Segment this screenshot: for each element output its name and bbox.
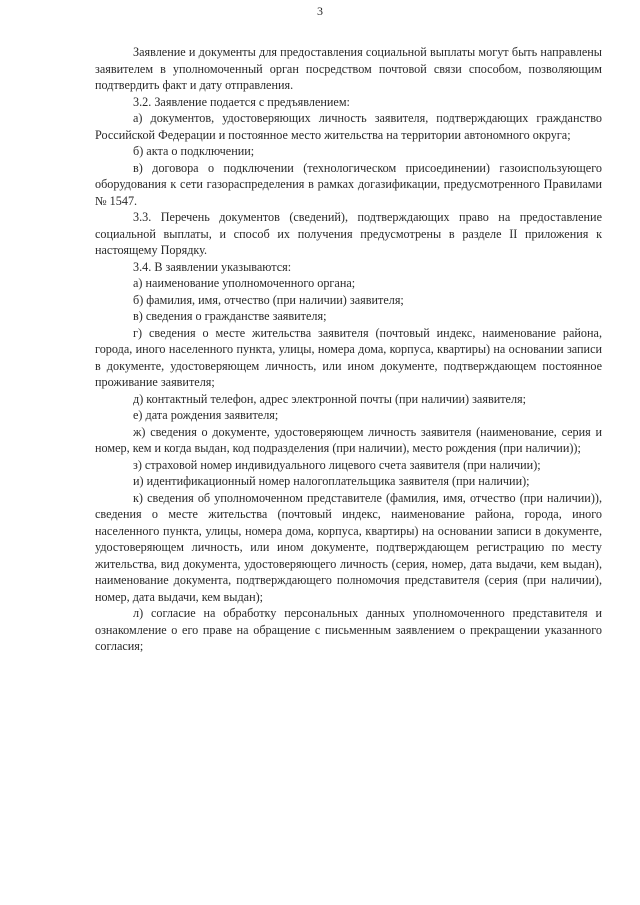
intro-paragraph: Заявление и документы для предоставления социальной выплаты могут быть направлены заявителем в уполномоченный орган посредством почтовой связи способом, позволяющим подтвердить факт и дату отправления. xyxy=(95,45,602,92)
list-item-3-4-g: г) сведения о месте жительства заявителя (почтовый индекс, наименование района, города, иного населенного пункта, улицы, номера дома, корпуса, квартиры) на основании записи в документе, удостоверяющем личность, или ином документе, подтверждающем постоянное проживание заявителя; xyxy=(95,325,602,389)
clause-3-2: 3.2. Заявление подается с предъявлением: xyxy=(133,94,350,109)
list-item-3-4-a: а) наименование уполномоченного органа; xyxy=(133,276,356,290)
list-item-3-2-v: в) договора о подключении (технологическом присоединении) газоиспользующего оборудования к сети газораспределения в рамках догазификации, предусмотренного Правилами № 1547. xyxy=(95,160,602,208)
list-item-3-4-v: в) сведения о гражданстве заявителя; xyxy=(133,309,327,323)
list-item-3-4-zh: ж) сведения о документе, удостоверяющем личность заявителя (наименование, серия и номер, кем и когда выдан, код подразделения (при наличии), место рождения (при наличии)); xyxy=(95,424,602,455)
list-item-3-4-z: з) страховой номер индивидуального лицевого счета заявителя (при наличии); xyxy=(133,457,541,472)
list-item-3-4-k: к) сведения об уполномоченном представителе (фамилия, имя, отчество (при наличии)), сведения о месте жительства (почтовый индекс, наименование района, города, иного населенного пункта, улицы, номера дома, корпуса, квартиры) на основании записи в документе, удостоверяющем личность, или ином документе, подтверждающем регистрацию по месту жительства, вид документа, удостоверяющего личность (серия, номер, дата выдачи, кем выдан), наименование документа, подтверждающего полномочия представителя (серия (при наличии), номер, дата выдачи, кем выдан); xyxy=(95,490,602,604)
clause-3-4: 3.4. В заявлении указываются: xyxy=(133,259,292,274)
list-item-3-4-e: е) дата рождения заявителя; xyxy=(133,408,279,422)
clause-3-3: 3.3. Перечень документов (сведений), подтверждающих право на предоставление социальной выплаты, и способ их получения предусмотрены в разделе II приложения к настоящему Порядку. xyxy=(95,210,602,257)
list-item-3-2-a: а) документов, удостоверяющих личность заявителя, подтверждающих гражданство Российской Федерации и постоянное место жительства на территории автономного округа; xyxy=(95,111,602,142)
list-item-3-4-i: и) идентификационный номер налогоплательщика заявителя (при наличии); xyxy=(133,474,530,488)
list-item-3-4-d: д) контактный телефон, адрес электронной почты (при наличии) заявителя; xyxy=(133,391,527,406)
list-item-3-4-l: л) согласие на обработку персональных данных уполномоченного представителя и ознакомление о его праве на обращение с письменным заявлением о прекращении указанного согласия; xyxy=(95,606,602,653)
list-item-3-4-b: б) фамилия, имя, отчество (при наличии) заявителя; xyxy=(133,292,404,307)
list-item-3-2-b: б) акта о подключении; xyxy=(133,144,255,158)
page-number: 3 xyxy=(317,4,323,18)
document-body xyxy=(95,44,602,655)
